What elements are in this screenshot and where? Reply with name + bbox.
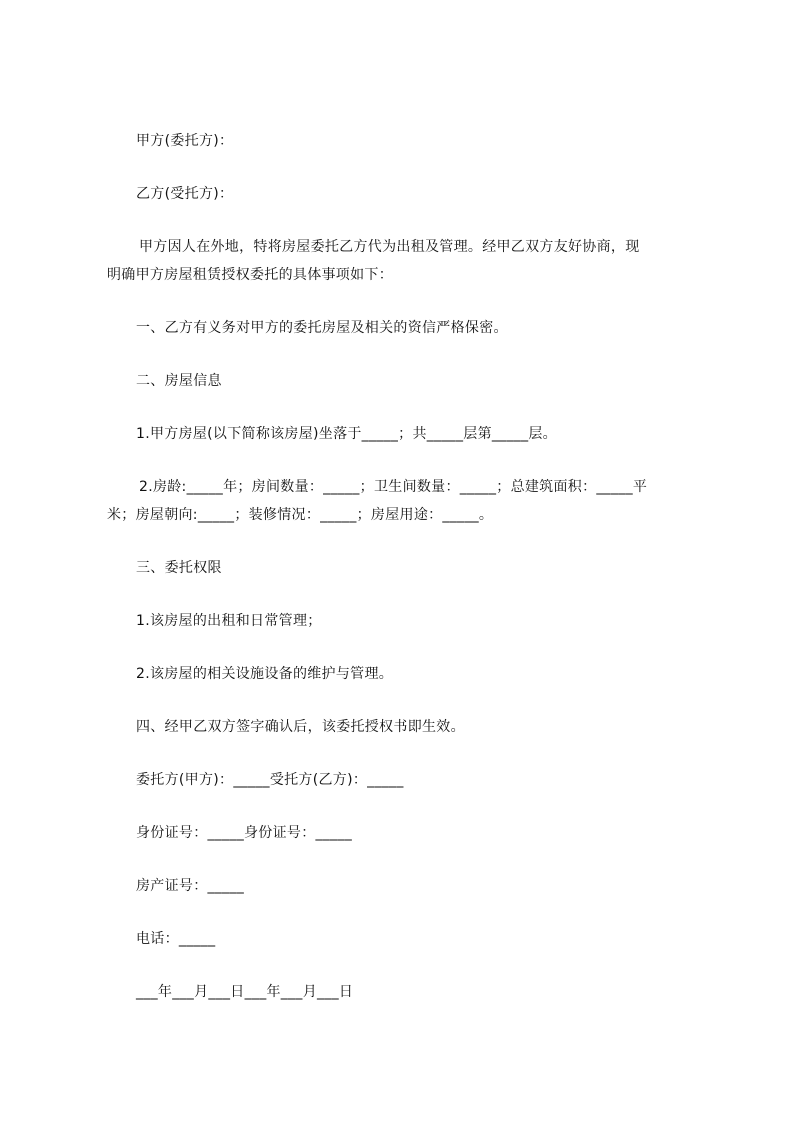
party-a-label: 甲方(委托方)： [136, 133, 234, 149]
phone-line: 电话：_____ [136, 931, 216, 947]
scope-item-1: 1.该房屋的出租和日常管理； [136, 613, 322, 629]
section-2-title: 二、房屋信息 [136, 373, 222, 389]
intro-paragraph-line-1: 甲方因人在外地，特将房屋委托乙方代为出租及管理。经甲乙双方友好协商，现 [139, 239, 640, 255]
house-info-item-1: 1.甲方房屋(以下简称该房屋)坐落于_____；共_____层第_____层。 [136, 426, 557, 442]
scope-item-2: 2.该房屋的相关设施设备的维护与管理。 [136, 666, 394, 682]
house-info-item-2-line-1: 2.房龄:_____年；房间数量：_____；卫生间数量：_____；总建筑面积：_____平 [139, 479, 648, 495]
section-4-effective: 四、经甲乙双方签字确认后，该委托授权书即生效。 [136, 719, 465, 735]
section-1-confidentiality: 一、乙方有义务对甲方的委托房屋及相关的资信严格保密。 [136, 320, 508, 336]
intro-paragraph-line-2: 明确甲方房屋租赁授权委托的具体事项如下： [107, 267, 393, 283]
section-3-title: 三、委托权限 [136, 560, 222, 576]
signature-parties-line: 委托方(甲方)：_____受托方(乙方)：_____ [136, 772, 404, 788]
property-certificate-line: 房产证号：_____ [136, 878, 244, 894]
house-info-item-2-line-2: 米；房屋朝向:_____；装修情况：_____；房屋用途：_____。 [107, 507, 494, 523]
date-line: ___年___月___日___年___月___日 [136, 984, 354, 1000]
id-number-line: 身份证号：_____身份证号：_____ [136, 825, 352, 841]
party-b-label: 乙方(受托方)： [136, 186, 234, 202]
